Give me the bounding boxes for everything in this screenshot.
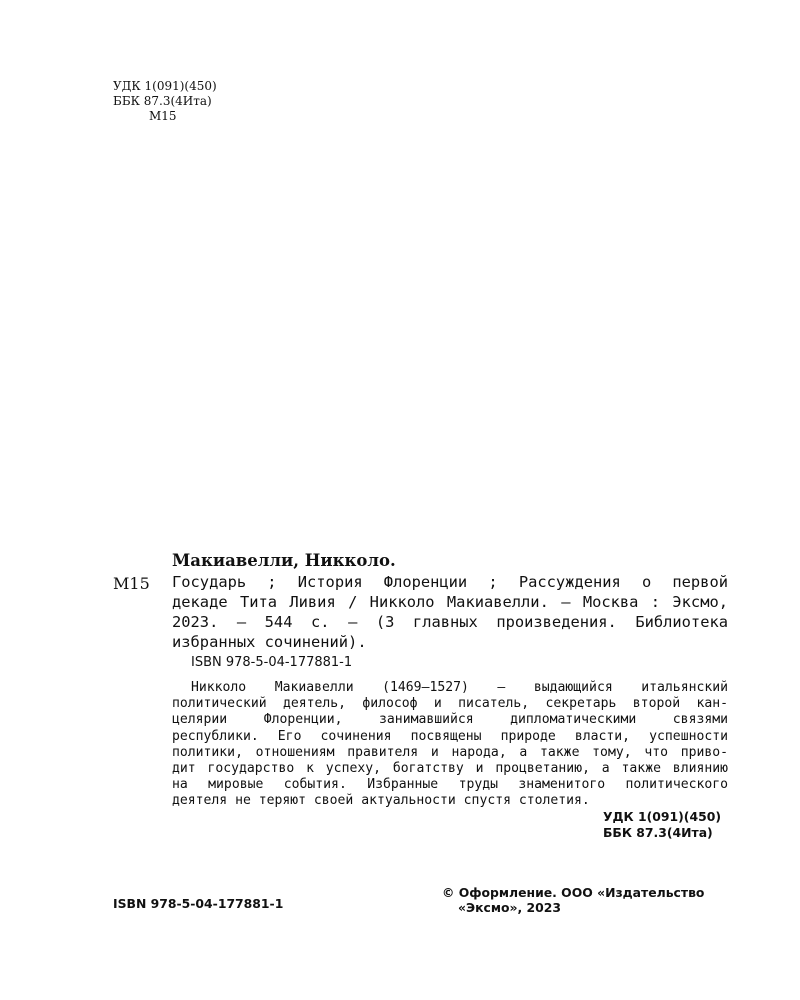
- bbk-code-bottom: ББК 87.3(4Ита): [602, 825, 713, 840]
- annotation-line: Никколо Макиавелли (1469–1527) — выдающийся итальянский: [191, 680, 728, 695]
- copyright-line: © Оформление. ООО «Издательство: [442, 885, 705, 900]
- footer-isbn: ISBN 978-5-04-177881-1: [113, 896, 284, 911]
- annotation-line: деятеля не теряют своей актуальности спустя столетия.: [172, 793, 590, 809]
- udk-code-bottom: УДК 1(091)(450): [602, 809, 721, 824]
- record-line: Государь ; История Флоренции ; Рассуждения о первой: [172, 573, 728, 591]
- author-sign-top: М15: [149, 109, 177, 123]
- annotation-line: целярии Флоренции, занимавшийся дипломатическими связями: [172, 712, 728, 728]
- record-line: декаде Тита Ливия / Никколо Макиавелли. — Москва : Эксмо,: [172, 593, 728, 611]
- author-sign: М15: [113, 574, 150, 593]
- udk-code-top: УДК 1(091)(450): [113, 79, 217, 93]
- copyright-notice: [442, 885, 704, 915]
- copyright-line: «Эксмо», 2023: [458, 900, 562, 915]
- bibliographic-description: [172, 572, 728, 652]
- record-line: избранных сочинений).: [172, 633, 367, 651]
- record-isbn: ISBN 978-5-04-177881-1: [191, 655, 353, 670]
- record-line: 2023. — 544 с. — (3 главных произведения. Библиотека: [172, 613, 728, 631]
- bbk-code-top: ББК 87.3(4Ита): [113, 94, 212, 108]
- author-heading: Макиавелли, Никколо.: [172, 551, 396, 570]
- annotation-line: дит государство к успеху, богатству и процветанию, а также влиянию: [172, 761, 728, 777]
- annotation-line: республики. Его сочинения посвящены природе власти, успешности: [172, 728, 728, 744]
- annotation-line: на мировые события. Избранные труды знаменитого политического: [172, 777, 728, 793]
- top-classification-block: [113, 79, 217, 124]
- bottom-classification-block: [603, 809, 721, 841]
- annotation-line: политики, отношениям правителя и народа, а также тому, что приво-: [172, 744, 728, 760]
- annotation-line: политический деятель, философ и писатель, секретарь второй кан-: [172, 696, 728, 712]
- annotation-text: [172, 680, 728, 810]
